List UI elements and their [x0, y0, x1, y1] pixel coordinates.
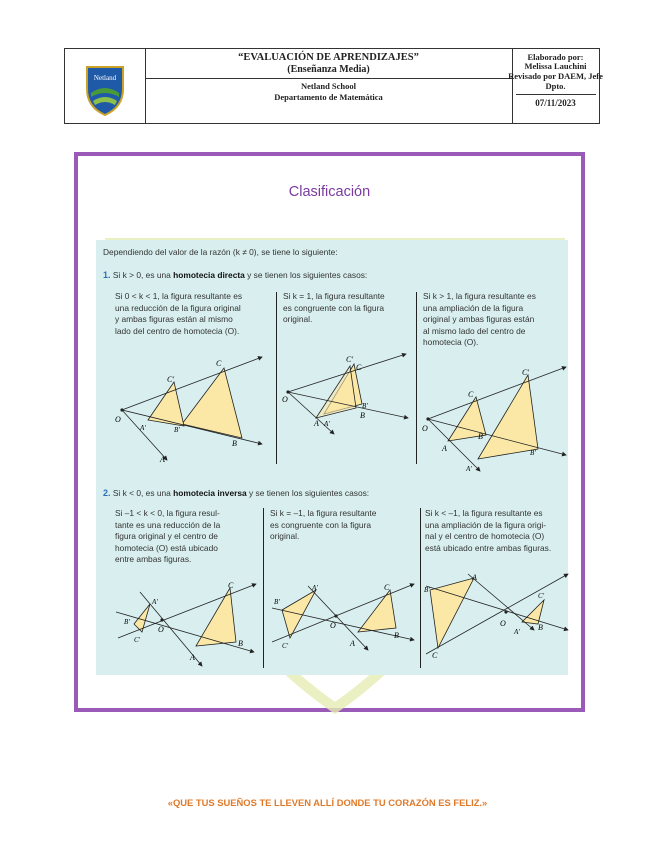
svg-text:A: A	[442, 444, 447, 453]
case-2a-text: Si –1 < k < 0, la figura resul- tante es una reducción de la figura original y el centro de homotecia (O) está ubicado entre ambas figuras.	[115, 508, 221, 564]
evaluation-title: “EVALUACIÓN DE APRENDIZAJES”	[238, 52, 419, 63]
svg-text:B: B	[394, 631, 399, 640]
inverse-homothety-term: homotecia inversa	[173, 488, 247, 498]
svg-text:O: O	[282, 395, 288, 404]
svg-text:B: B	[238, 639, 243, 648]
document-header	[64, 48, 603, 124]
svg-text:C': C'	[167, 375, 175, 384]
school-name: Netland School	[300, 81, 357, 91]
intro-text: Dependiendo del valor de la razón (k ≠ 0), se tiene lo siguiente:	[103, 247, 338, 257]
section-1-heading: 1. Si k > 0, es una homotecia directa y se tienen los siguientes casos:	[103, 270, 368, 280]
svg-text:B': B'	[530, 449, 536, 457]
author-cell	[508, 49, 603, 123]
svg-text:O: O	[158, 625, 164, 634]
svg-text:A: A	[160, 455, 165, 464]
svg-text:A: A	[190, 653, 195, 662]
case-2b-text: Si k = –1, la figura resultante es congruente con la figura original.	[270, 508, 377, 541]
section-title: Clasificación	[288, 184, 371, 200]
svg-text:A': A'	[466, 465, 472, 473]
svg-text:Netland: Netland	[93, 74, 117, 82]
author-name: Melissa Lauchini	[524, 61, 587, 71]
logo-cell	[65, 49, 146, 123]
svg-text:A: A	[350, 639, 355, 648]
svg-text:O: O	[500, 619, 506, 628]
section-2-number: 2.	[103, 488, 111, 498]
svg-text:C': C'	[282, 642, 289, 650]
footer-motto: «QUE TUS SUEÑOS TE LLEVEN ALLÍ DONDE TU CORAZÓN ES FELIZ.»	[167, 797, 488, 808]
svg-text:C: C	[384, 583, 390, 592]
svg-text:C: C	[228, 581, 234, 590]
case-1a-text: Si 0 < k < 1, la figura resultante es una reducción de la figura original y ambas figuras están al mismo lado del centro de homotecia (O).	[115, 291, 243, 336]
section-2-heading: 2. Si k < 0, es una homotecia inversa y se tienen los siguientes casos:	[103, 488, 370, 498]
svg-text:A': A'	[514, 628, 520, 636]
svg-text:B: B	[360, 411, 365, 420]
department-name: Departamento de Matemática	[274, 92, 383, 102]
figure-congruent-direct	[280, 352, 414, 436]
svg-text:B': B'	[174, 426, 180, 434]
svg-text:B: B	[232, 439, 237, 448]
figure-congruent-inverse	[268, 580, 418, 660]
svg-text:C': C'	[538, 592, 545, 600]
svg-text:A: A	[314, 419, 319, 428]
svg-text:C: C	[432, 651, 438, 660]
svg-text:O: O	[422, 424, 428, 433]
svg-text:A': A'	[152, 598, 158, 606]
figure-enlargement-direct	[420, 365, 570, 475]
svg-text:C: C	[216, 359, 222, 368]
level-subtitle: (Enseñanza Media)	[287, 64, 370, 75]
svg-text:O: O	[330, 621, 336, 630]
school-logo	[65, 49, 145, 123]
figure-reduction-inverse	[110, 580, 260, 670]
svg-text:B': B'	[274, 598, 280, 606]
svg-text:B: B	[538, 623, 543, 632]
figure-reduction-direct	[112, 352, 272, 464]
svg-text:B': B'	[424, 586, 430, 594]
case-1b-text: Si k = 1, la figura resultante es congruente con la figura original.	[283, 291, 385, 324]
section-1-number: 1.	[103, 270, 111, 280]
figure-enlargement-inverse	[422, 570, 572, 662]
title-cell	[145, 49, 513, 123]
svg-text:O: O	[115, 415, 121, 424]
svg-text:B: B	[478, 432, 483, 441]
case-1c-text: Si k > 1, la figura resultante es una ampliación de la figura original y ambas figuras están al mismo lado del centro de homotecia (O).	[423, 291, 536, 347]
svg-text:C': C'	[522, 368, 530, 377]
svg-text:C': C'	[346, 355, 354, 364]
svg-text:A': A'	[140, 424, 146, 432]
svg-text:C: C	[356, 363, 362, 372]
svg-text:B': B'	[362, 402, 368, 410]
document-date: 07/11/2023	[535, 98, 576, 108]
svg-text:C': C'	[134, 636, 141, 644]
svg-text:A': A'	[324, 420, 330, 428]
direct-homothety-term: homotecia directa	[173, 270, 245, 280]
svg-text:C: C	[468, 390, 474, 399]
prepared-label: Elaborado por:	[527, 52, 584, 62]
reviewed-by: Revisado por DAEM, Jefe Dpto.	[508, 71, 603, 91]
svg-text:B': B'	[124, 618, 130, 626]
case-2c-text: Si k < –1, la figura resultante es una ampliación de la figura origi- nal y el centro de homotecia (O) está ubicado entre ambas figuras.	[425, 508, 552, 553]
svg-text:A': A'	[312, 584, 318, 592]
svg-text:A: A	[472, 573, 477, 582]
